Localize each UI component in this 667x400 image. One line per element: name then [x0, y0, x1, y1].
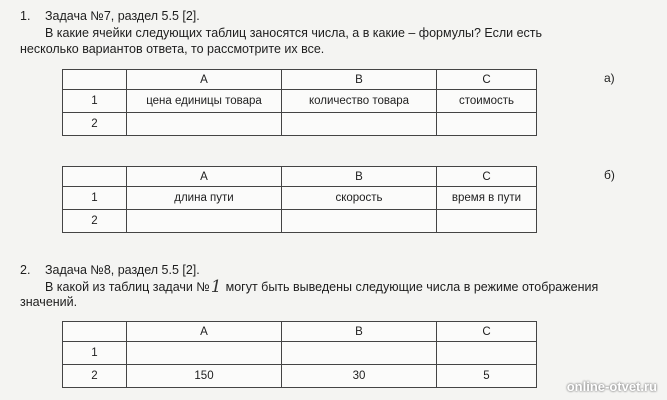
- corner-cell: [63, 167, 127, 187]
- table-row: [63, 342, 537, 365]
- task2-question-line1: [45, 278, 598, 295]
- task1-question-line1: В какие ячейки следующих таблиц заносятся числа, а в какие – формулы? Если есть: [45, 26, 543, 40]
- table-cell: [437, 113, 537, 136]
- handwritten-mark: 1: [210, 277, 222, 297]
- table-row: [63, 113, 537, 136]
- task1-question-line2: несколько вариантов ответа, то рассмотрите их все.: [20, 42, 325, 56]
- task1-table-a: [62, 69, 537, 136]
- table-cell: [282, 113, 437, 136]
- table-row: [63, 210, 537, 233]
- table-row: [63, 90, 537, 113]
- column-header: C: [437, 70, 537, 90]
- row-number: 1: [63, 90, 127, 113]
- task2-number: 2.: [20, 263, 31, 277]
- row-number: 1: [63, 342, 127, 365]
- column-header: A: [127, 167, 282, 187]
- table-cell: [437, 210, 537, 233]
- table-cell: количество товара: [282, 90, 437, 113]
- task1-title: Задача №7, раздел 5.5 [2].: [45, 9, 200, 23]
- table-cell: [282, 210, 437, 233]
- row-number: 2: [63, 113, 127, 136]
- column-header: B: [282, 322, 437, 342]
- table-b-label: б): [604, 168, 615, 182]
- table-header-row: [63, 322, 537, 342]
- table-cell: [127, 113, 282, 136]
- table-cell: время в пути: [437, 187, 537, 210]
- column-header: B: [282, 70, 437, 90]
- table-cell: [437, 342, 537, 365]
- watermark: online-otvet.ru: [566, 379, 657, 394]
- task2-question-end: могут быть выведены следующие числа в режиме отображения: [225, 280, 599, 294]
- table-cell: 150: [127, 365, 282, 388]
- table-cell: длина пути: [127, 187, 282, 210]
- table-cell: 5: [437, 365, 537, 388]
- table-cell: [127, 210, 282, 233]
- table-cell: скорость: [282, 187, 437, 210]
- column-header: B: [282, 167, 437, 187]
- row-number: 2: [63, 210, 127, 233]
- task2-title: Задача №8, раздел 5.5 [2].: [45, 263, 200, 277]
- row-number: 1: [63, 187, 127, 210]
- task2-question-line2: значений.: [20, 295, 78, 309]
- table-cell: цена единицы товара: [127, 90, 282, 113]
- table-cell: 30: [282, 365, 437, 388]
- table-cell: [282, 342, 437, 365]
- table-a-label: а): [604, 71, 615, 85]
- column-header: A: [127, 70, 282, 90]
- task2-table: [62, 321, 537, 388]
- table-header-row: [63, 70, 537, 90]
- table-cell: стоимость: [437, 90, 537, 113]
- table-header-row: [63, 167, 537, 187]
- table-cell: [127, 342, 282, 365]
- task2-question-start: В какой из таблиц задачи №: [45, 280, 210, 294]
- column-header: C: [437, 322, 537, 342]
- task1-number: 1.: [20, 9, 31, 23]
- corner-cell: [63, 70, 127, 90]
- task1-table-b: [62, 166, 537, 233]
- row-number: 2: [63, 365, 127, 388]
- table-row: [63, 187, 537, 210]
- column-header: A: [127, 322, 282, 342]
- column-header: C: [437, 167, 537, 187]
- corner-cell: [63, 322, 127, 342]
- table-row: [63, 365, 537, 388]
